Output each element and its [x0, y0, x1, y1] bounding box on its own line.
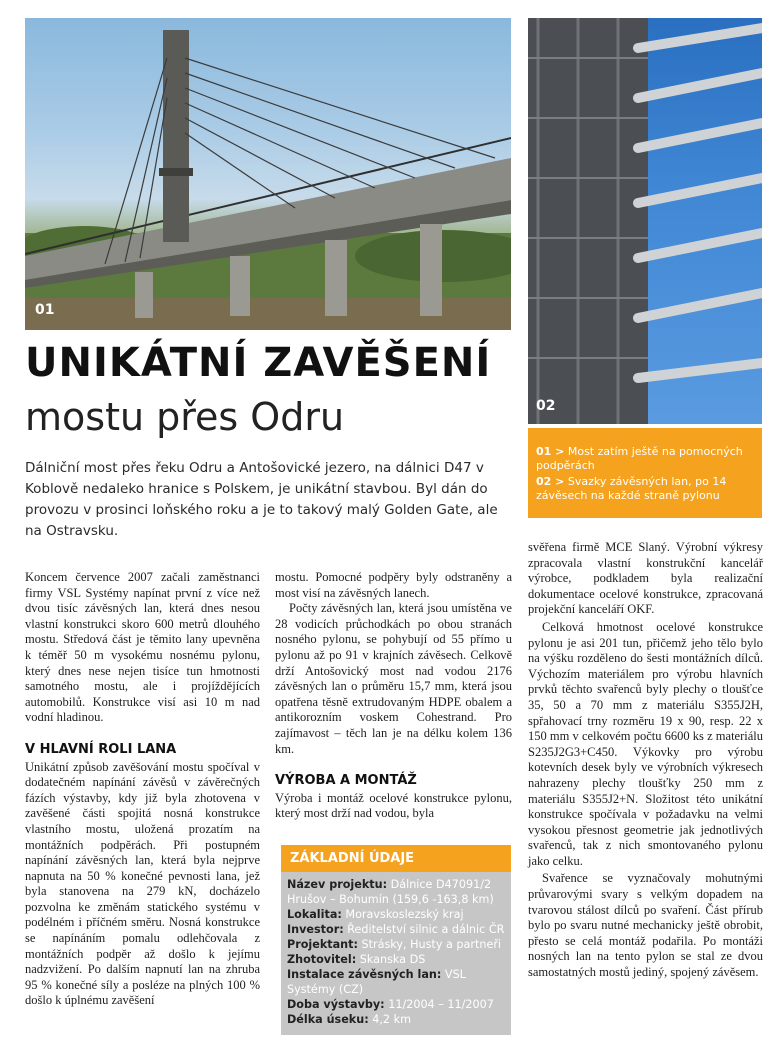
section-heading: VÝROBA A MONTÁŽ: [275, 773, 417, 789]
paragraph: Celková hmotnost ocelové konstrukce pylonu je asi 201 tun, přičemž jeho tělo bylo na výšku rozděleno do šesti montážních dílců. Výchozím materiálem pro výrobu hlavních prvků těchto svařenců byly plechy o tloušťce 35, 50 a 70 mm z materiálu S355J2H, spřahovací trny rozměru 19 x 90, resp. 22 x 150 mm v celkovém počtu 6600 ks z materiálu S235J2G3+C450. Výkovky pro výrobu kotevních desek byly ve výrobních výkresech nahrazeny plechy tloušťky 250 mm z materiálu S355J2+N. Složitost této unikátní konstrukce spočívala v požadavku na velmi vysokou přesnost geometrie jak jednotlivých svařenců, tak z nich smontovaného pylonu jako celku.: [528, 619, 763, 868]
caption-02: 02 > Svazky závěsných lan, po 14 závěsech na každé straně pylonu: [536, 475, 727, 502]
bridge-illustration: [25, 18, 511, 330]
text-column-1: [25, 570, 260, 1009]
paragraph: Koncem července 2007 začali zaměstnanci firmy VSL Systémy napínat první z více než dvou tisíc závěsných lan, která dnes nesou vlastní konstrukci skoro 600 metrů dlouhého mostu. Středová část je těmito lany upevněna k téměř 50 m vysokému nosnému pylonu, který dnes nese nejen tisíce tun hmotnosti samotného mostu, ale i projíždějících automobilů. Konstrukce visí asi 10 m nad vodní hladinou.: [25, 570, 260, 725]
paragraph: Výroba i montáž ocelové konstrukce pylonu, který most drží nad vodou, byla: [275, 790, 512, 821]
photo-number-02: 02: [536, 398, 556, 414]
photo-number-01: 01: [35, 302, 55, 318]
key-data-row: Název projektu: Dálnice D47091/2 Hrušov – Bohumín (159,6 -163,8 km): [287, 878, 494, 906]
key-data-row: Zhotovitel: Skanska DS: [287, 953, 426, 966]
section-heading: V HLAVNÍ ROLI LANA: [25, 741, 177, 757]
article-title: UNIKÁTNÍ ZAVĚŠENÍ: [25, 340, 492, 386]
paragraph: Počty závěsných lan, která jsou umístěna ve 28 vodicích průchodkách po obou stranách nosného pylonu, se pohybují od 55 přímo u pylonu až po 91 v krajních závěsech. Celkově drží Antošovický most nad vodou 2176 závěsných lan o průměru 15,7 mm, která jsou opatřena těsně extrudovaným HDPE obalem a antikorozním voskem Cohestrand. Pro zajímavost – těch lan je na délku kolem 136 km.: [275, 601, 512, 756]
key-data-box: [281, 845, 511, 1035]
caption-01: 01 > Most zatím ještě na pomocných podpěrách: [536, 445, 743, 472]
paragraph: svěřena firmě MCE Slaný. Výrobní výkresy zpracovala vlastní konstrukční kancelář výrobce, podkladem byla realizační dokumentace ocelové konstrukce, zpracovaná projekční kanceláří OKF.: [528, 540, 763, 617]
key-data-row: Projektant: Strásky, Husty a partneři: [287, 938, 502, 951]
paragraph: Svařence se vyznačovaly mohutnými průvarovými svary s velkým dopadem na tvarovou stálost dílců po svaření. Část přírub bylo po svaru nutné mechanicky ještě obrobit, přesto se celá montáž podařila. Po montáži nosných lan na tento pylon se stal ze dvou samostatných mostů jediný, spojený závěsem.: [528, 871, 763, 980]
article-subtitle: mostu přes Odru: [25, 395, 345, 439]
cables-photo: [528, 18, 762, 424]
key-data-row: Lokalita: Moravskoslezský kraj: [287, 908, 464, 921]
text-column-2: [275, 570, 512, 822]
key-data-row: Investor: Ředitelství silnic a dálnic ČR: [287, 923, 505, 936]
bridge-photo: [25, 18, 511, 330]
key-data-row: Instalace závěsných lan: VSL Systémy (CZ): [287, 968, 466, 996]
cables-illustration: [528, 18, 762, 424]
key-data-list: [287, 877, 509, 1027]
text-column-3: [528, 540, 763, 981]
key-data-header: ZÁKLADNÍ ÚDAJE: [281, 845, 511, 872]
paragraph: mostu. Pomocné podpěry byly odstraněny a most visí na závěsných lanech.: [275, 570, 512, 600]
key-data-row: Doba výstavby: 11/2004 – 11/2007: [287, 998, 494, 1011]
paragraph: Unikátní způsob zavěšování mostu spočíval v dodatečném napínání závěsů v závěrečných fázích výstavby, kdy již byla zhotovena v zavěšené části spojitá nosná konstrukce vlastního mostu, uložená prozatím na montážních podpěrách. Při postupném napínání závěsných lan, která byla nejprve napnuta na 50 % konečné pevnosti lana, jež byla stanovena na 279 kN, docházelo pozvolna ke změnám statického systému v podélném i příčném směru. Nosná konstrukce se napínáním pomalu odlehčovala z montážních podpěr až došlo k jejímu nadzvižení. Po dalším napnutí lan na zhruba 95 % konečné síly a posléze na plných 100 % došlo k úplnému zavěšení: [25, 759, 260, 1008]
photo-captions: [528, 428, 762, 518]
article-lead: Dálniční most přes řeku Odru a Antošovické jezero, na dálnici D47 v Koblově nedaleko hranice s Polskem, je unikátní stavbou. Byl dán do provozu v prosinci loňského roku a je to takový malý Golden Gate, ale na Ostravsku.: [25, 460, 498, 539]
key-data-row: Délka úseku: 4,2 km: [287, 1013, 411, 1026]
